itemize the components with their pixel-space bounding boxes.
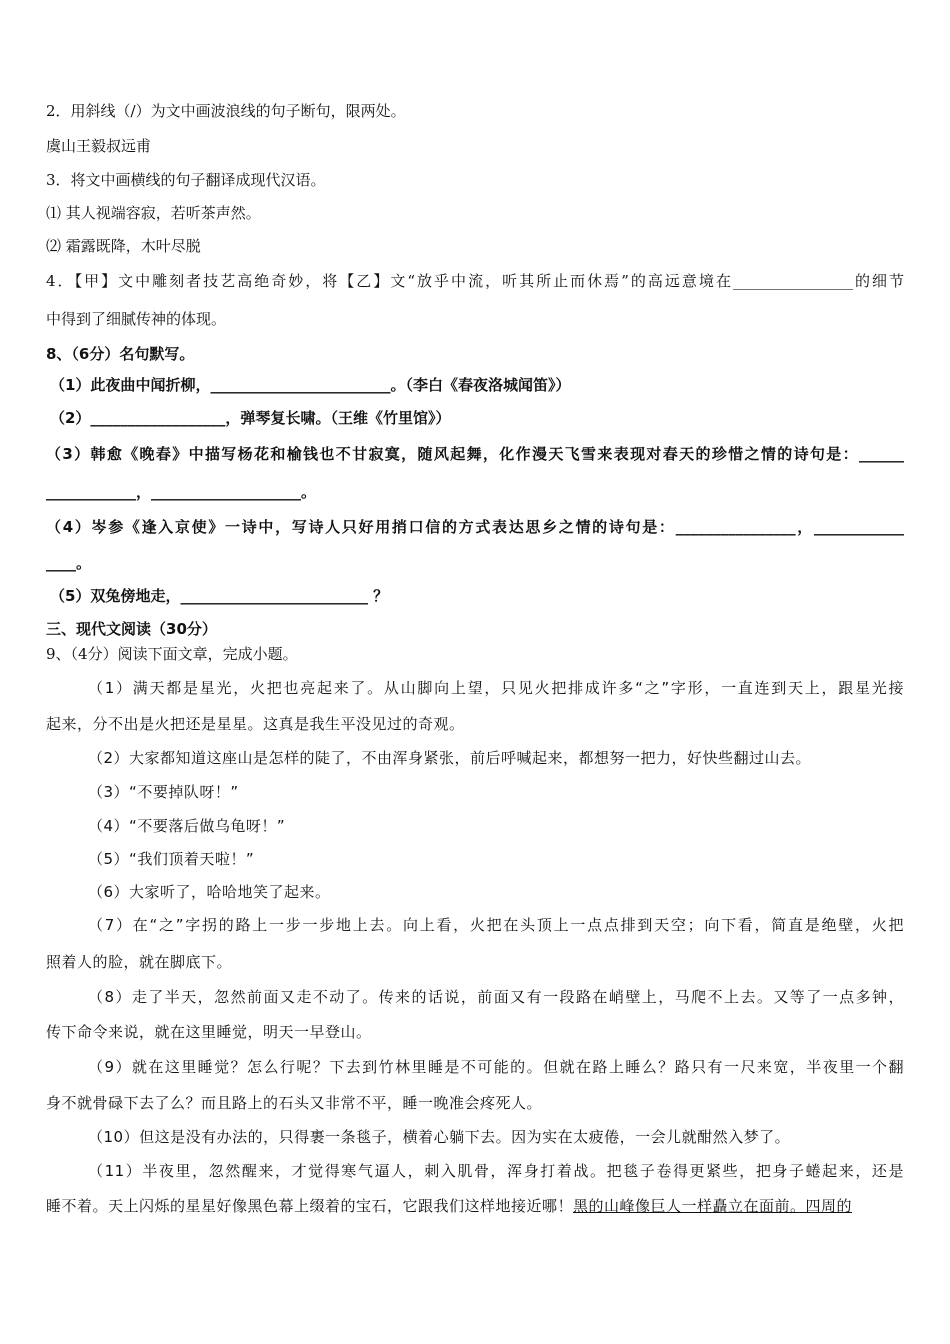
question-8-heading: 8、（6分）名句默写。 [46,345,195,363]
question-4-line-1: 4．【甲】文中雕刻者技艺高绝奇妙，将【乙】文“放乎中流，听其所止而休焉”的高远意境在________________的细节 [46,272,904,290]
paragraph-11-line-2 [46,1195,852,1217]
paragraph-9-line-2: 身不就骨碌下去了么？而且路上的石头又非常不平，睡一晚准会疼死人。 [46,1094,543,1112]
section-3-heading: 三、现代文阅读（30分） [46,620,217,638]
paragraph-8-line-2: 传下命令来说，就在这里睡觉，明天一早登山。 [46,1023,372,1041]
paragraph-1-line-1: （1）满天都是星光，火把也亮起来了。从山脚向上望，只见火把排成许多“之”字形，一直连到天上，跟星光接 [88,679,904,697]
paragraph-1-line-2: 起来，分不出是火把还是星星。这真是我生平没见过的奇观。 [46,715,465,733]
question-4-line-2: 中得到了细腻传神的体现。 [46,310,227,328]
paragraph-6: （6）大家听了，哈哈地笑了起来。 [88,883,331,901]
question-8-item-5: （5）双兔傍地走，_________________________ ？ [50,587,389,605]
paragraph-4: （4）“不要落后做乌龟呀！” [88,817,286,835]
question-9-heading: 9、（4分）阅读下面文章，完成小题。 [46,645,298,663]
paragraph-7-line-1: （7）在“之”字拐的路上一步一步地上去。向上看，火把在头顶上一点点排到天空；向下看，简直是绝壁，火把 [88,916,904,934]
question-3-item-1: ⑴ 其人视端容寂，若听茶声然。 [46,204,261,222]
question-3: 3．将文中画横线的句子翻译成现代汉语。 [46,171,326,189]
paragraph-10: （10）但这是没有办法的，只得裹一条毯子，横着心躺下去。因为实在太疲倦，一会儿就酣然入梦了。 [88,1128,791,1146]
question-8-item-3-line-2: ____________，____________________。 [46,483,317,501]
paragraph-7-line-2: 照着人的脸，就在脚底下。 [46,953,233,971]
paragraph-11-underlined-sentence: 黑的山峰像巨人一样矗立在面前。四周的 [573,1197,853,1215]
paragraph-5: （5）“我们顶着天啦！” [88,850,255,868]
question-8-item-1: （1）此夜曲中闻折柳，________________________。（李白《春夜洛城闻笛》） [50,376,571,394]
paragraph-3: （3）“不要掉队呀！” [88,783,239,801]
question-3-item-2: ⑵ 霜露既降，木叶尽脱 [46,237,201,255]
paragraph-2: （2）大家都知道这座山是怎样的陡了，不由浑身紧张，前后呼喊起来，都想努一把力，好快些翻过山去。 [88,749,812,767]
question-2-text: 虞山王毅叔远甫 [46,137,152,155]
paragraph-9-line-1: （9）就在这里睡觉？怎么行呢？下去到竹林里睡是不可能的。但就在路上睡么？路只有一尺来宽，半夜里一个翻 [88,1058,904,1076]
paragraph-11-plain-text: 睡不着。天上闪烁的星星好像黑色幕上缀着的宝石，它跟我们这样地接近哪！ [46,1197,574,1215]
question-8-item-2: （2）__________________，弹琴复长啸。（王维《竹里馆》） [50,409,451,427]
paragraph-11-line-1: （11）半夜里，忽然醒来，才觉得寒气逼人，刺入肌骨，浑身打着战。把毯子卷得更紧些，把身子蜷起来，还是 [88,1162,904,1180]
question-2: 2．用斜线（/）为文中画波浪线的句子断句，限两处。 [46,102,406,120]
question-8-item-4-line-2: ____。 [46,554,92,572]
question-8-item-3-line-1: （3）韩愈《晚春》中描写杨花和榆钱也不甘寂寞，随风起舞，化作漫天飞雪来表现对春天的珍惜之情的诗句是：______ [46,445,904,463]
question-8-item-4-line-1: （4）岑参《逢入京使》一诗中，写诗人只好用捎口信的方式表达思乡之情的诗句是：________________，____________ [46,518,904,536]
paragraph-8-line-1: （8）走了半天，忽然前面又走不动了。传来的话说，前面又有一段路在峭壁上，马爬不上去。又等了一点多钟， [88,988,904,1006]
